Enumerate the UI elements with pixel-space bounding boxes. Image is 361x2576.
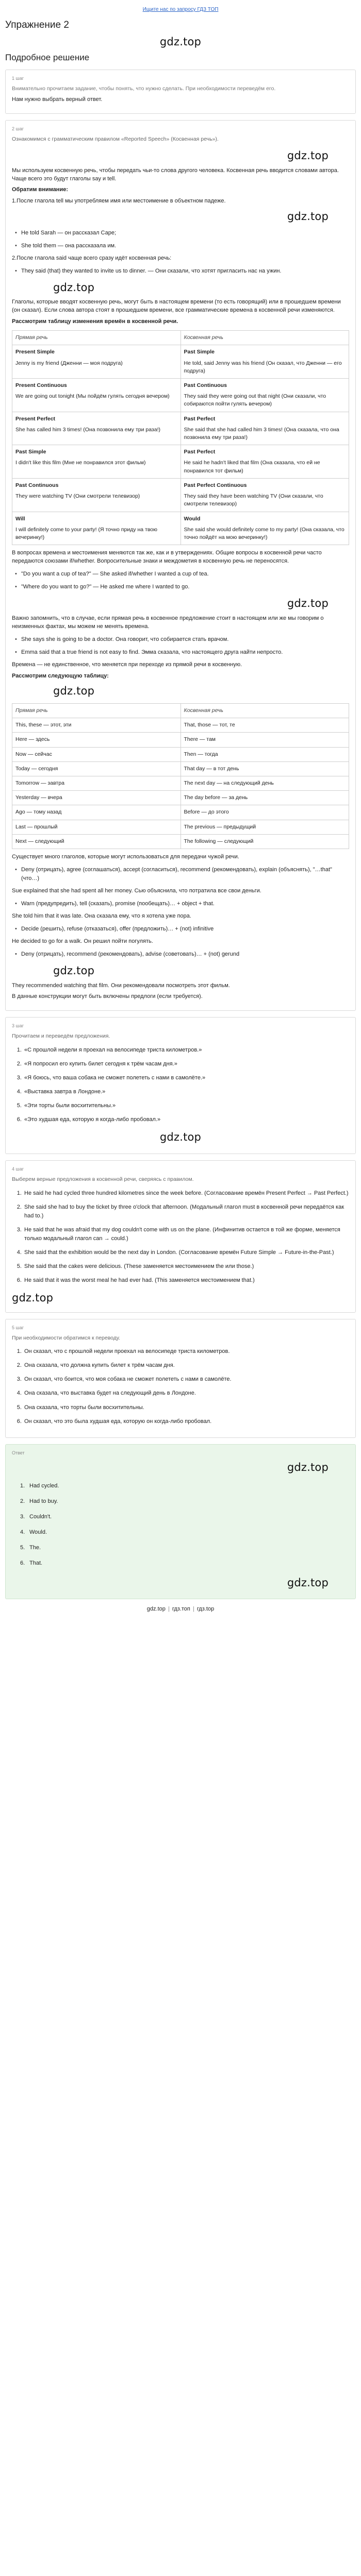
- footer-links: [5, 1605, 356, 1614]
- watermark: gdz.top: [287, 149, 329, 162]
- step-intro: Прочитаем и переведём предложения.: [12, 1033, 110, 1040]
- example-item: • She says she is going to be a doctor. Она говорит, что собирается стать врачом.: [15, 635, 349, 644]
- rule-text: В данные конструкции могут быть включены предлоги (если требуется).: [12, 993, 203, 1000]
- list-item: 4. She said that the exhibition would be the next day in London. (Согласование времён Future Simple → Future-in-the-Past.): [23, 1248, 349, 1257]
- table-cell: There — там: [180, 733, 349, 747]
- list-item: 5. She said that the cakes were delicious. (These заменяется местоимением the или those.): [23, 1262, 349, 1271]
- exercise-title: Упражнение 2: [5, 19, 69, 30]
- watermark: gdz.top: [159, 1131, 202, 1144]
- table-row: [12, 412, 349, 445]
- table-cell: Next — следующий: [12, 834, 181, 849]
- table-row: [12, 805, 349, 820]
- table-cell: They were watching TV (Они смотрели телевизор): [15, 493, 140, 500]
- list-item: 4. Она сказала, что выставка будет на следующий день в Лондоне.: [23, 1389, 349, 1398]
- table-cell: That day — в тот день: [180, 761, 349, 776]
- step-text: Внимательно прочитаем задание, чтобы понять, что нужно сделать. При необходимости переведём его.: [12, 86, 276, 92]
- example-item: • She told them — она рассказала им.: [15, 242, 349, 250]
- words-table: [12, 703, 349, 849]
- list-item: 5. Она сказала, что торты были восхитительны.: [23, 1403, 349, 1412]
- step-5: [5, 1319, 356, 1438]
- footer-link[interactable]: гдз.топ: [172, 1606, 190, 1613]
- watermark: gdz.top: [287, 597, 329, 610]
- list-item: 1. Он сказал, что с прошлой недели проехал на велосипеде триста километров.: [23, 1347, 349, 1356]
- example-item: • They said (that) they wanted to invite us to dinner. — Они сказали, что хотят пригласить нас на ужин.: [15, 267, 349, 276]
- example-item: • Emma said that a true friend is not easy to find. Эмма сказала, что настоящего друга найти непросто.: [15, 648, 349, 657]
- list-item: 6. «Это худшая еда, которую я когда-либо пробовал.»: [23, 1115, 349, 1124]
- table-row: [12, 718, 349, 733]
- table-row: [12, 747, 349, 761]
- list-item: 2. Она сказала, что должна купить билет к трём часам дня.: [23, 1361, 349, 1370]
- watermark: gdz.top: [12, 1292, 54, 1304]
- table-row: [12, 776, 349, 791]
- table-cell: I will definitely come to your party! (Я точно приду на твою вечеринку!): [15, 526, 158, 541]
- table-cell: Last — прошлый: [12, 820, 181, 834]
- rule-text: She told him that it was late. Она сказала ему, что я хотела уже пора.: [12, 913, 191, 920]
- rule-intro: Ознакомимся с грамматическим правилом «Reported Speech» (Косвенная речь»).: [12, 136, 219, 143]
- rule-text: Важно запомнить, что в случае, если прямая речь в косвенное предложение стоит в настоящем или же мы говорим о неизменных фактах, мы можем не менять времена.: [12, 615, 324, 630]
- list-item: 6. Он сказал, что это была худшая еда, которую он когда-либо пробовал.: [23, 1417, 349, 1426]
- table-cell: She said she would definitely come to my party! (Она сказала, что точно пойдёт на мою вечеринку!): [184, 526, 344, 541]
- table-row: [12, 761, 349, 776]
- rule-text: They recommended watching that film. Они рекомендовали посмотреть этот фильм.: [12, 982, 230, 989]
- table-cell: Then — тогда: [180, 747, 349, 761]
- table-row: [12, 345, 349, 379]
- table-cell: Here — здесь: [12, 733, 181, 747]
- cell-title: Past Simple: [184, 349, 215, 355]
- table-cell: We are going out tonight (Мы пойдём гулять сегодня вечером): [15, 393, 170, 400]
- table-cell: Ago — тому назад: [12, 805, 181, 820]
- watermark: gdz.top: [159, 36, 202, 48]
- example-item: • He told Sarah — он рассказал Саре;: [15, 229, 349, 238]
- step-intro: При необходимости обратимся к переводу.: [12, 1334, 121, 1341]
- step-text: Нам нужно выбрать верный ответ.: [12, 96, 103, 103]
- rule-text: Sue explained that she had spent all her money. Сью объяснила, что потратила все свои деньги.: [12, 888, 261, 894]
- answer-text: Had to buy.: [29, 1498, 58, 1505]
- table-cell: Yesterday — вчера: [12, 791, 181, 805]
- footer-separator: |: [192, 1606, 194, 1613]
- table-row: [12, 834, 349, 849]
- table-cell: The previous — предыдущий: [180, 820, 349, 834]
- answer-text: Couldn't.: [29, 1513, 52, 1520]
- list-item: 2. She said she had to buy the ticket by three o'clock that afternoon. (Модальный глагол must в косвенной речи передаётся как had to.): [23, 1203, 349, 1221]
- step-intro: Выберем верные предложения в косвенной речи, сверяясь с правилом.: [12, 1176, 194, 1182]
- table-header: Прямая речь: [12, 331, 181, 345]
- footer-link[interactable]: гдз.top: [196, 1606, 215, 1613]
- list-item: 3. He said that he was afraid that my dog couldn't come with us on the plane. (Инфинитив остается в той же форме, меняется только модальный глагол can → could.): [23, 1226, 349, 1243]
- table-row: [12, 478, 349, 512]
- step-3: [5, 1017, 356, 1154]
- answer-text: Would.: [29, 1529, 47, 1535]
- example-item: • Deny (отрицать), agree (соглашаться), accept (согласиться), recommend (рекомендовать), explain (объяснять), "…that" (что…): [15, 866, 349, 883]
- table-cell: The day before — за день: [180, 791, 349, 805]
- watermark: gdz.top: [287, 210, 329, 223]
- table-cell: He said he hadn't liked that film (Она сказала, что ей не понравился тот фильм): [184, 460, 320, 474]
- example-item: • Decide (решить), refuse (отказаться), offer (предложить)… + (not) infinitive: [15, 925, 349, 934]
- table-cell: They said they were going out that night (Они сказали, что собираются пойти гулять вечером): [184, 393, 326, 408]
- table-cell: Before — до этого: [180, 805, 349, 820]
- note-heading: Обратим внимание:: [12, 187, 68, 193]
- rule-text: 2.После глагола said чаще всего сразу идёт косвенная речь:: [12, 255, 172, 261]
- answer-item: 3. Couldn't.: [20, 1513, 52, 1520]
- cell-title: Past Simple: [15, 449, 46, 455]
- table-row: [12, 512, 349, 545]
- step-label: 1 шаг: [12, 76, 24, 81]
- table-heading: Рассмотрим таблицу изменения времён в косвенной речи.: [12, 318, 178, 325]
- rule-text: Существует много глаголов, которые могут использоваться для передачи чужой речи.: [12, 854, 239, 860]
- table-row: [12, 820, 349, 834]
- rule-text: 1.После глагола tell мы употребляем имя или местоимение в объектном падеже.: [12, 198, 226, 205]
- watermark: gdz.top: [287, 1461, 329, 1473]
- answer-item: 4. Would.: [20, 1529, 47, 1535]
- cell-title: Will: [15, 515, 25, 522]
- table-cell: They said they have been watching TV (Они сказали, что смотрели телевизор): [184, 493, 323, 507]
- table-cell: He told, said Jenny was his friend (Он сказал, что Дженни — его подруга): [184, 360, 342, 374]
- list-item: 2. «Я попросил его купить билет сегодня к трём часам дня.»: [23, 1060, 349, 1069]
- watermark: gdz.top: [53, 685, 95, 698]
- rule-text: В вопросах времена и местоимения меняются так же, как и в утверждениях. Общие вопросы в косвенной речи часто передаются союзами if/whether. Вопросительные знаки и междометия в косвенную речь не переносятся.: [12, 550, 322, 565]
- example-item: • Warn (предупредить), tell (сказать), promise (пообещать)… + object + that.: [15, 900, 349, 908]
- step-label: 2 шаг: [12, 126, 24, 132]
- cell-title: Present Perfect: [15, 415, 56, 422]
- answer-text: The.: [29, 1544, 41, 1551]
- step-label: 4 шаг: [12, 1166, 24, 1172]
- table-row: [12, 791, 349, 805]
- watermark: gdz.top: [287, 1576, 329, 1589]
- table-cell: Today — сегодня: [12, 761, 181, 776]
- table-cell: The next day — на следующий день: [180, 776, 349, 791]
- footer-separator: |: [168, 1606, 170, 1613]
- cell-title: Past Perfect: [184, 415, 216, 422]
- step-label: Ответ: [12, 1450, 25, 1455]
- step-label: 5 шаг: [12, 1325, 24, 1330]
- cell-title: Past Continuous: [15, 482, 59, 488]
- search-hint-link[interactable]: Ищите нас по запросу ГДЗ ТОП: [142, 7, 219, 12]
- answer-item: 2. Had to buy.: [20, 1498, 58, 1505]
- table-header: Прямая речь: [12, 703, 181, 718]
- step-4: [5, 1160, 356, 1313]
- cell-title: Would: [184, 515, 201, 522]
- answer-item: 1. Had cycled.: [20, 1483, 59, 1489]
- table-cell: Now — сейчас: [12, 747, 181, 761]
- example-item: • Deny (отрицать), recommend (рекомендовать), advise (советовать)… + (not) gerund: [15, 950, 349, 959]
- cell-title: Present Simple: [15, 349, 55, 355]
- table-cell: The following — следующий: [180, 834, 349, 849]
- table-cell: That, those — тот, те: [180, 718, 349, 733]
- answer-item: 5. The.: [20, 1544, 41, 1551]
- table-header: Косвенная речь: [180, 703, 349, 718]
- table-cell: She said that she had called him 3 times! (Она сказала, что она позвонила ему три раза!): [184, 426, 339, 441]
- answer-text: Had cycled.: [29, 1483, 59, 1489]
- table-cell: I didn't like this film (Мне не понравился этот фильм): [15, 460, 146, 466]
- example-item: • "Where do you want to go?" — He asked me where I wanted to go.: [15, 583, 349, 591]
- step-label: 3 шаг: [12, 1023, 24, 1029]
- answer-item: 6. That.: [20, 1560, 43, 1566]
- table-cell: Tomorrow — завтра: [12, 776, 181, 791]
- list-item: 5. «Эти торты были восхитительны.»: [23, 1101, 349, 1110]
- list-item: 1. «С прошлой недели я проехал на велосипеде триста километров.»: [23, 1046, 349, 1055]
- step-1: [5, 70, 356, 114]
- step-2: [5, 120, 356, 1011]
- answer-text: That.: [29, 1560, 43, 1566]
- table-cell: Jenny is my friend (Дженни — моя подруга): [15, 360, 123, 366]
- list-item: 3. Он сказал, что боится, что моя собака не сможет полететь с нами в самолёте.: [23, 1375, 349, 1384]
- watermark: gdz.top: [53, 964, 95, 977]
- table-header: Косвенная речь: [180, 331, 349, 345]
- table-heading: Рассмотрим следующую таблицу:: [12, 672, 109, 679]
- cell-title: Present Continuous: [15, 382, 67, 388]
- tense-table: [12, 330, 349, 545]
- list-item: 3. «Я боюсь, что ваша собака не сможет полететь с нами в самолёте.»: [23, 1074, 349, 1082]
- rule-text: He decided to go for a walk. Он решил пойти погулять.: [12, 938, 153, 945]
- solution-subtitle: Подробное решение: [5, 53, 90, 63]
- table-row: [12, 733, 349, 747]
- answer-block: [5, 1444, 356, 1600]
- cell-title: Past Perfect Continuous: [184, 482, 247, 488]
- example-item: • "Do you want a cup of tea?" — She asked if/whether I wanted a cup of tea.: [15, 570, 349, 579]
- table-row: [12, 378, 349, 412]
- watermark: gdz.top: [53, 281, 95, 294]
- list-item: 4. «Выставка завтра в Лондоне.»: [23, 1088, 349, 1096]
- footer-link[interactable]: gdz.top: [146, 1606, 166, 1613]
- cell-title: Past Perfect: [184, 449, 216, 455]
- list-item: 1. He said he had cycled three hundred kilometres since the week before. (Согласование времён Present Perfect → Past Perfect.): [23, 1189, 349, 1198]
- table-row: [12, 445, 349, 479]
- rule-text: Времена — не единственное, что меняется при переходе из прямой речи в косвенную.: [12, 661, 242, 668]
- rule-text: Глаголы, которые вводят косвенную речь, могут быть в настоящем времени (то есть говорящий) или в прошедшем времени (он сказал). Если слова автора стоят в прошедшем времени, все грамматические времена в косвенной речи изменяются.: [12, 299, 341, 314]
- table-cell: She has called him 3 times! (Она позвонила ему три раза!): [15, 426, 161, 433]
- cell-title: Past Continuous: [184, 382, 227, 388]
- table-cell: This, these — этот, эти: [12, 718, 181, 733]
- list-item: 6. He said that it was the worst meal he had ever had. (This заменяется местоимением that.): [23, 1276, 349, 1285]
- rule-text: Мы используем косвенную речь, чтобы передать чьи-то слова другого человека. Косвенная речь вводится словами автора. Чаще всего это будут глаголы say и tell.: [12, 167, 339, 182]
